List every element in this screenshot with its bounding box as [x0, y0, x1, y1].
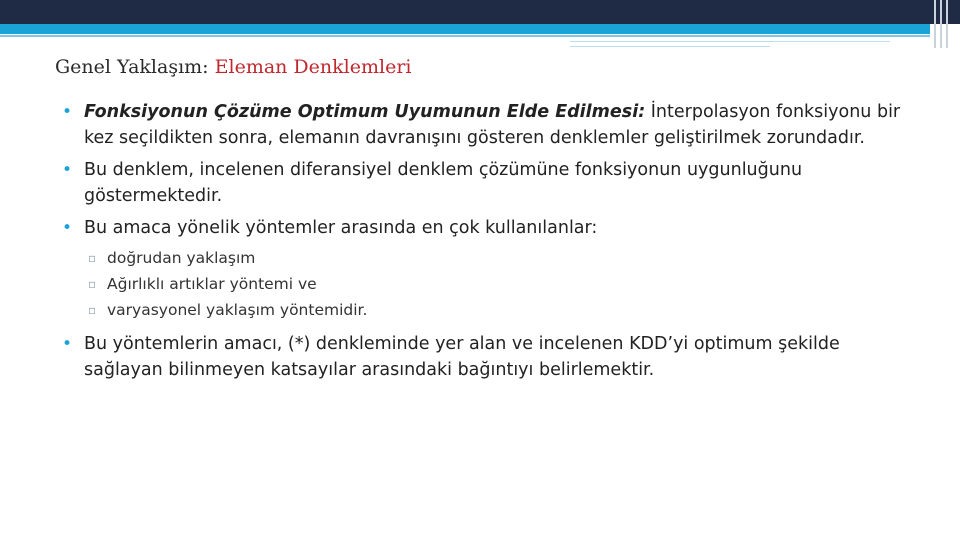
bullet-item [62, 99, 912, 151]
bullet-dot-icon: • [62, 218, 73, 238]
bullet-text: Bu denklem, incelenen diferansiyel denklem çözümüne fonksiyonun uygunluğunu göstermektedir. [84, 160, 803, 206]
header-thin-line [0, 35, 930, 37]
decorative-line [570, 46, 770, 47]
bullet-text: İnterpolasyon fonksiyonu bir kez seçildikten sonra, elemanın davranışını gösteren denklemler geliştirilmek zorundadır. [84, 102, 901, 148]
square-bullet-icon: ▫ [88, 251, 97, 265]
sub-item-text: Ağırlıklı artıklar yöntemi ve [107, 275, 317, 293]
title-accent: Eleman Denklemleri [214, 56, 412, 78]
square-bullet-icon: ▫ [88, 277, 97, 291]
bullet-dot-icon: • [62, 102, 73, 122]
sub-item-text: varyasyonel yaklaşım yöntemidir. [107, 301, 368, 319]
sub-item-text: doğrudan yaklaşım [107, 249, 256, 267]
sub-item [88, 297, 912, 323]
square-bullet-icon: ▫ [88, 303, 97, 317]
bullet-item [62, 157, 912, 209]
decorative-bar [934, 0, 936, 48]
title-plain: Genel Yaklaşım: [55, 56, 215, 78]
sub-list [62, 245, 912, 323]
sub-item [88, 245, 912, 271]
bullet-dot-icon: • [62, 160, 73, 180]
decorative-line [570, 41, 890, 42]
header-blue-band [0, 24, 930, 34]
bullet-lead: Fonksiyonun Çözüme Optimum Uyumunun Elde Edilmesi: [84, 102, 646, 122]
sub-item [88, 271, 912, 297]
bullet-text: Bu amaca yönelik yöntemler arasında en çok kullanılanlar: [84, 218, 598, 238]
bullet-dot-icon: • [62, 334, 73, 354]
bullet-item [62, 331, 912, 383]
slide-content [62, 99, 912, 389]
decorative-bar [940, 0, 942, 48]
bullet-text: Bu yöntemlerin amacı, (*) denkleminde yer alan ve incelenen KDD’yi optimum şekilde sağlayan bilinmeyen katsayılar arasındaki bağıntıyı belirlemektir. [84, 334, 840, 380]
bullet-item [62, 215, 912, 241]
slide-title [55, 56, 411, 78]
decorative-bar [946, 0, 948, 48]
header-dark-band [0, 0, 960, 24]
